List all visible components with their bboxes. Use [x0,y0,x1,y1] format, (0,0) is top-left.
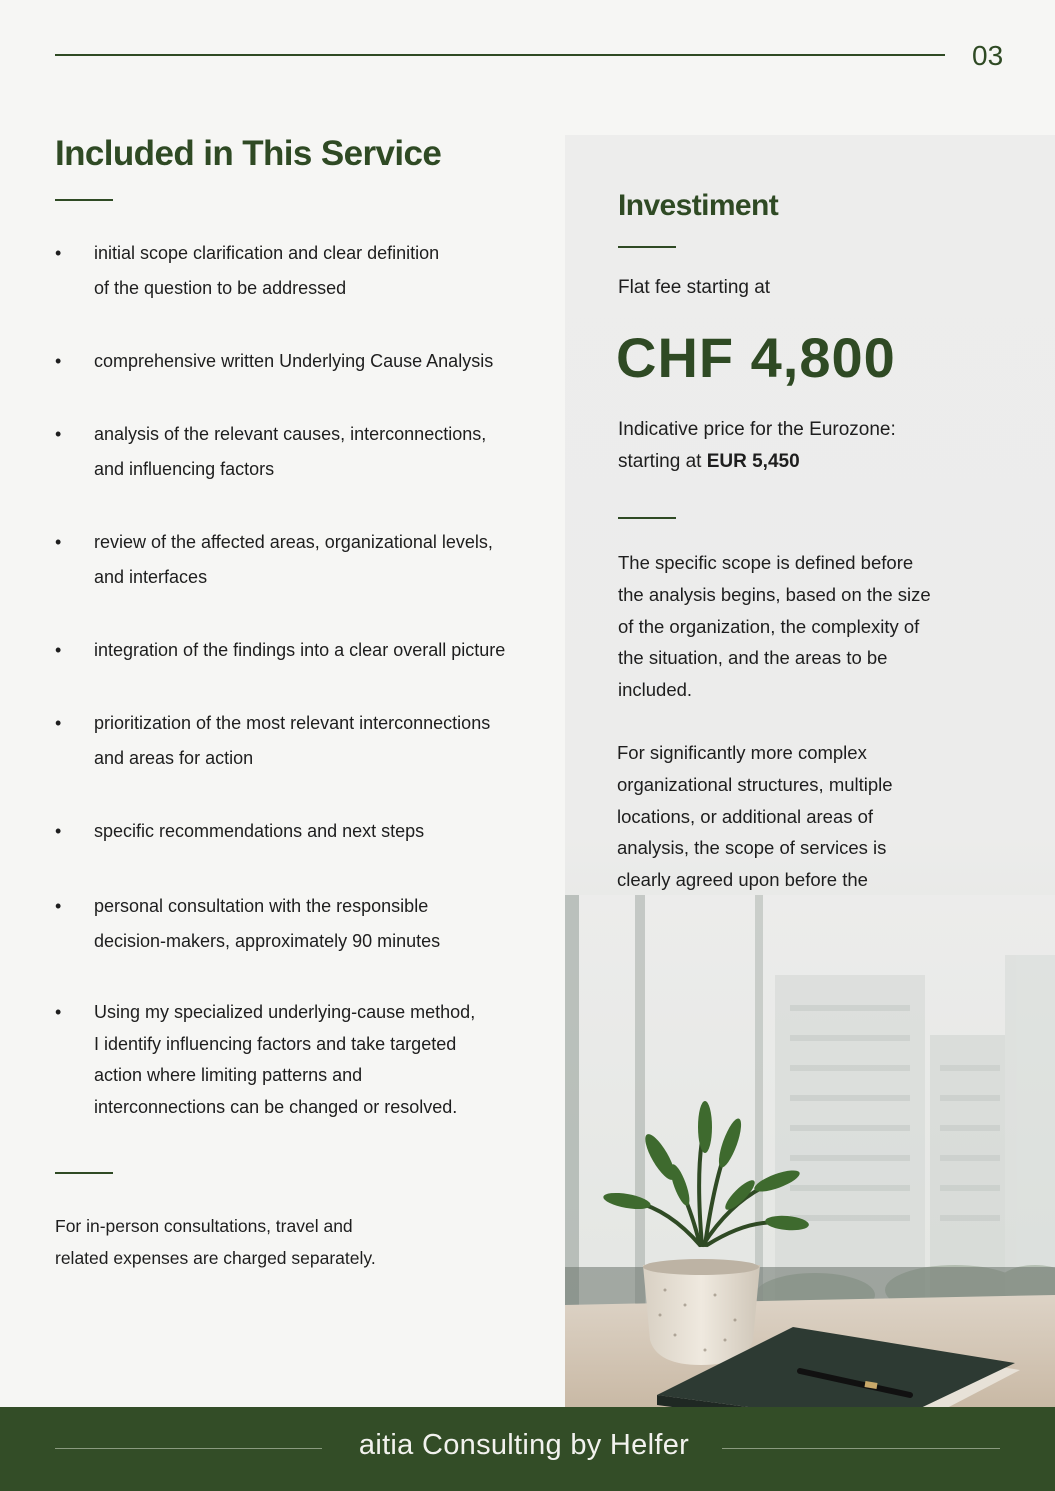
service-item-text: personal consultation with the responsible decision-makers, approximately 90 minutes [94,896,441,951]
service-item [55,417,525,487]
bullet-icon: • [55,821,62,841]
service-item [55,706,525,776]
service-item-text: review of the affected areas, organizational levels, and interfaces [94,532,493,587]
service-item [55,344,525,379]
page-number: 03 [972,40,1004,71]
bullet-icon: • [55,424,62,444]
bullet-icon: • [55,243,62,263]
bullet-icon: • [55,713,62,733]
service-item-text: comprehensive written Underlying Cause Analysis [94,351,494,371]
service-item-text: prioritization of the most relevant interconnections and areas for action [94,713,491,768]
service-item-text: specific recommendations and next steps [94,821,425,841]
service-item [55,889,525,959]
bullet-icon: • [55,1002,62,1022]
scope-paragraph: The specific scope is defined before the analysis begins, based on the size of the organization, the complexity of the situation, and the areas to be included. [618,552,931,701]
service-item-text: Using my specialized underlying-cause method, I identify influencing factors and take targeted action where limiting patterns and interconnections can be changed or resolved. [94,1002,476,1117]
title-underline [55,199,113,201]
bullet-icon: • [55,351,62,371]
service-item [55,814,525,849]
service-item-text: initial scope clarification and clear definition of the question to be addressed [94,243,440,298]
footer-bar [0,1407,1055,1491]
bullet-icon: • [55,640,62,660]
office-plant-photo [565,895,1055,1407]
eurozone-label: Indicative price for the Eurozone: [618,419,896,440]
service-item [55,236,525,306]
footer-brand: aitia Consulting by Helfer [358,1429,690,1461]
eurozone-price-line [618,451,800,473]
included-title: Included in This Service [55,134,442,173]
note-divider [55,1172,113,1174]
service-item [55,997,525,1123]
service-list [55,236,525,1123]
service-item-text: analysis of the relevant causes, interconnections, and influencing factors [94,424,487,479]
flat-fee-label: Flat fee starting at [618,277,771,298]
eurozone-prefix: starting at [618,451,707,472]
service-item-text: integration of the findings into a clear overall picture [94,640,506,660]
complex-scope-paragraph: For significantly more complex organizational structures, multiple locations, or additional areas of analysis, the scope of services is clearly agreed upon before the [617,742,893,891]
investment-title: Investiment [618,189,779,222]
investment-divider [618,517,676,519]
top-divider [55,54,945,56]
service-item [55,633,525,668]
investment-panel [565,135,1055,1407]
price-chf: CHF 4,800 [616,326,896,389]
expenses-note: For in-person consultations, travel and related expenses are charged separately. [55,1216,376,1268]
service-item [55,525,525,595]
bullet-icon: • [55,532,62,552]
eurozone-price: EUR 5,450 [706,451,800,472]
investment-title-underline [618,246,676,248]
bullet-icon: • [55,896,62,916]
